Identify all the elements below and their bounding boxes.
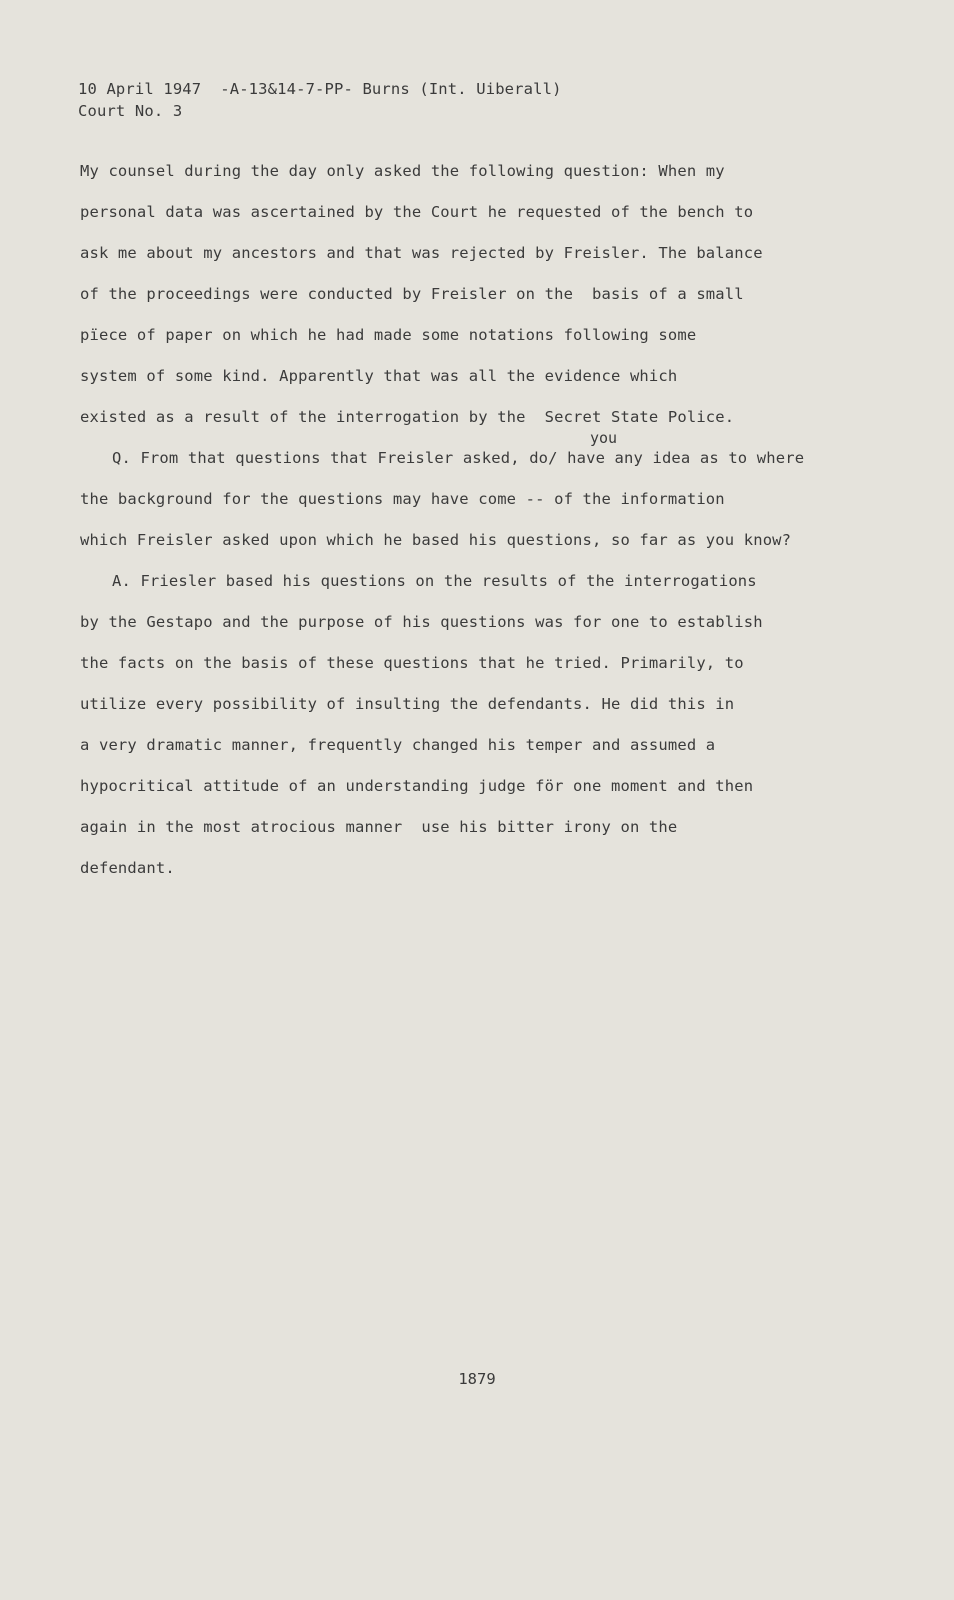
handwritten-insert: you xyxy=(590,429,618,447)
text-line: system of some kind. Apparently that was all the evidence which xyxy=(80,367,678,385)
document-header xyxy=(78,78,562,122)
answer-line: A. Friesler based his questions on the results of the interrogations xyxy=(112,572,757,590)
text-line: the background for the questions may have come -- of the information xyxy=(80,490,725,508)
transcript-body xyxy=(80,160,880,898)
text-line: defendant. xyxy=(80,859,175,877)
text-line: My counsel during the day only asked the following question: When my xyxy=(80,162,725,180)
text-line: a very dramatic manner, frequently changed his temper and assumed a xyxy=(80,736,716,754)
text-line: existed as a result of the interrogation by the Secret State Police. xyxy=(80,408,735,426)
text-line: which Freisler asked upon which he based his questions, so far as you know? xyxy=(80,531,792,549)
question-line-wrapper xyxy=(80,429,880,488)
text-line: ask me about my ancestors and that was rejected by Freisler. The balance xyxy=(80,244,763,262)
text-line: the facts on the basis of these questions that he tried. Primarily, to xyxy=(80,654,744,672)
text-line: again in the most atrocious manner use his bitter irony on the xyxy=(80,818,678,836)
text-line: by the Gestapo and the purpose of his questions was for one to establish xyxy=(80,613,763,631)
text-line: personal data was ascertained by the Court he requested of the bench to xyxy=(80,203,754,221)
header-court-line: Court No. 3 xyxy=(78,102,183,120)
text-line: pïece of paper on which he had made some notations following some xyxy=(80,326,697,344)
text-line: hypocritical attitude of an understanding judge för one moment and then xyxy=(80,777,754,795)
header-date-line: 10 April 1947 -A-13&14-7-PP- Burns (Int. Uiberall) xyxy=(78,80,562,98)
page-number: 1879 xyxy=(458,1370,496,1388)
text-line: utilize every possibility of insulting the defendants. He did this in xyxy=(80,695,735,713)
question-line: Q. From that questions that Freisler asked, do/ have any idea as to where xyxy=(112,449,805,467)
text-line: of the proceedings were conducted by Freisler on the basis of a small xyxy=(80,285,744,303)
